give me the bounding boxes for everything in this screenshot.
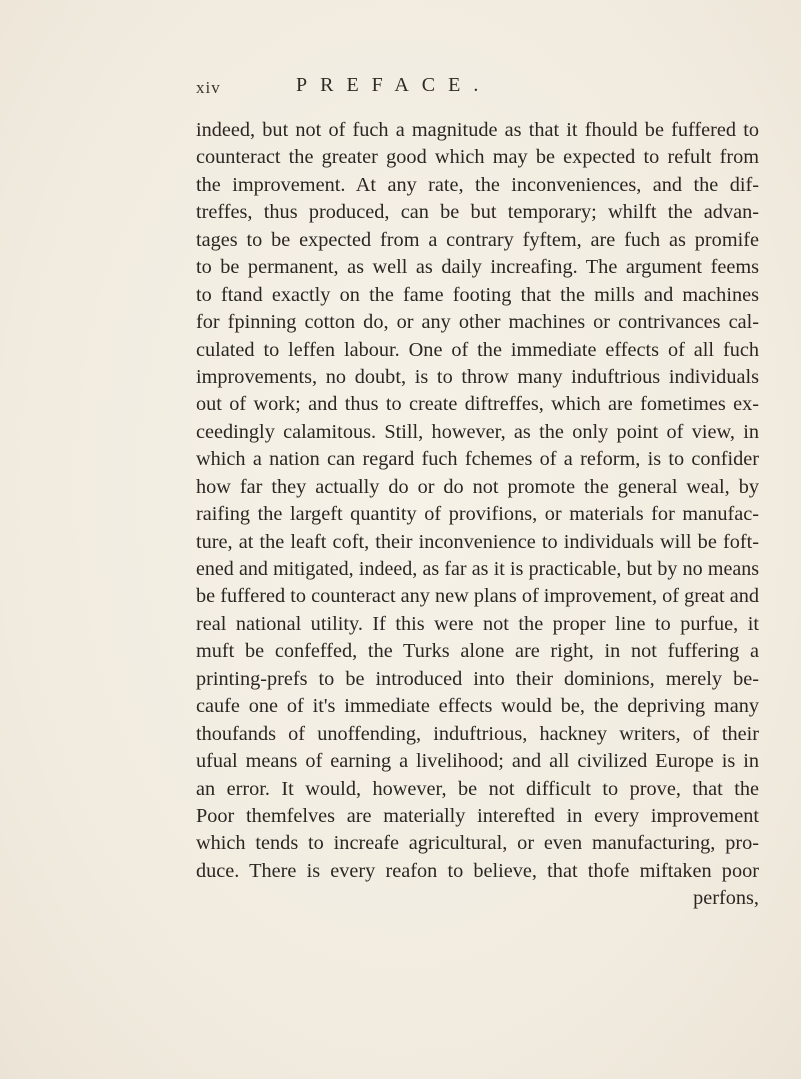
text-line: duce. There is every reafon to believe, that thofe miftaken poor <box>196 859 759 882</box>
text-line: to ftand exactly on the fame footing that the mills and machines <box>196 283 759 306</box>
text-line: out of work; and thus to create diftreffes, which are fometimes ex- <box>196 393 759 416</box>
text-line: ceedingly calamitous. Still, however, as the only point of view, in <box>196 420 759 443</box>
text-line: thoufands of unoffending, induftrious, hackney writers, of their <box>196 722 759 745</box>
page-header <box>196 74 756 104</box>
text-line: raifing the largeft quantity of provifions, or materials for manufac- <box>196 503 759 526</box>
text-line: which tends to increafe agricultural, or even manufacturing, pro- <box>196 832 759 855</box>
text-line: ufual means of earning a livelihood; and all civilized Europe is in <box>196 750 759 773</box>
text-line: improvements, no doubt, is to throw many induftrious individuals <box>196 365 759 388</box>
text-line: muft be confeffed, the Turks alone are right, in not fuffering a <box>196 640 759 663</box>
text-line: tages to be expected from a contrary fyftem, are fuch as promife <box>196 228 759 251</box>
text-line: which a nation can regard fuch fchemes of a reform, is to confider <box>196 448 759 471</box>
text-line: how far they actually do or do not promote the general weal, by <box>196 475 759 498</box>
text-line: indeed, but not of fuch a magnitude as that it fhould be fuffered to <box>196 119 759 141</box>
text-line: printing-prefs to be introduced into their dominions, merely be- <box>196 667 759 690</box>
text-line: Poor themfelves are materially interefted in every improvement <box>196 804 759 827</box>
body-text <box>196 117 759 913</box>
text-line: ened and mitigated, indeed, as far as it is practicable, but by no means <box>196 558 759 580</box>
text-line: an error. It would, however, be not difficult to prove, that the <box>196 777 759 800</box>
text-line: ture, at the leaft coft, their inconvenience to individuals will be foft- <box>196 530 759 553</box>
text-line: be fuffered to counteract any new plans of improvement, of great and <box>196 585 759 608</box>
text-line: real national utility. If this were not the proper line to purfue, it <box>196 612 759 635</box>
catchword: perfons, <box>693 887 759 910</box>
running-head: PREFACE. <box>296 74 492 96</box>
text-line: culated to leffen labour. One of the immediate effects of all fuch <box>196 338 759 361</box>
text-line: counteract the greater good which may be expected to refult from <box>196 146 759 169</box>
page-number: xiv <box>196 78 221 97</box>
text-line: to be permanent, as well as daily increafing. The argument feems <box>196 256 759 279</box>
text-line: for fpinning cotton do, or any other machines or contrivances cal- <box>196 311 759 334</box>
text-line: the improvement. At any rate, the inconveniences, and the dif- <box>196 173 759 196</box>
text-line: caufe one of it's immediate effects would be, the depriving many <box>196 695 759 718</box>
text-line: treffes, thus produced, can be but temporary; whilft the advan- <box>196 201 759 224</box>
